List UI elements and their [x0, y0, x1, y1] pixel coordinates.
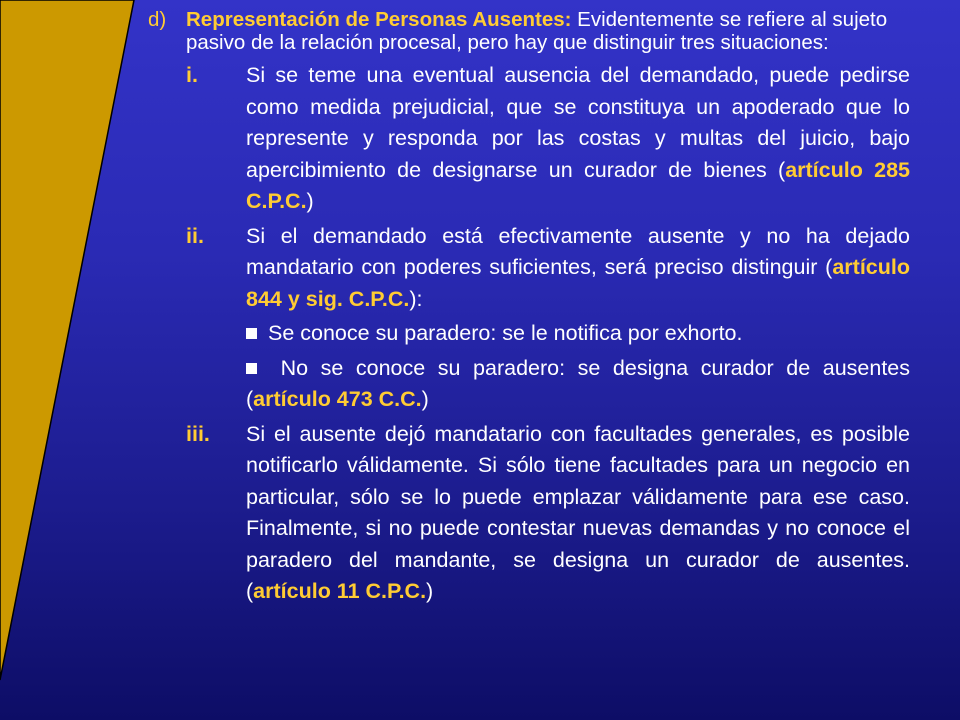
- item-i: [148, 60, 910, 218]
- square-bullet-icon: [246, 363, 257, 374]
- item-ii-marker: ii.: [186, 223, 204, 248]
- bullet-2-text: No se conoce su paradero: se designa curador de ausentes (: [246, 355, 910, 411]
- section-d-title: Representación de Personas Ausentes:: [186, 8, 572, 31]
- item-ii-text: Si el demandado está efectivamente ausente y no ha dejado mandatario con poderes suficientes, será preciso distinguir (: [246, 223, 910, 279]
- item-i-after: ): [306, 189, 314, 213]
- item-i-ref: artículo 285 C.P.C.: [246, 157, 911, 213]
- bullet-1-text: Se conoce su paradero: se le notifica por exhorto.: [268, 321, 743, 345]
- item-iii-ref: artículo 11 C.P.C.: [253, 579, 427, 603]
- section-d-text: Evidentemente se refiere al sujeto pasivo de la relación procesal, pero hay que distinguir tres situaciones:: [186, 8, 888, 54]
- bullet-2-ref: artículo 473 C.C.: [253, 387, 422, 411]
- bullet-1: [148, 318, 910, 350]
- item-iii-marker: iii.: [186, 421, 210, 446]
- item-ii-ref: artículo 844 y sig. C.P.C.: [246, 255, 910, 311]
- slide-content: [148, 8, 910, 608]
- section-d: [148, 8, 910, 54]
- item-iii-text: Si el ausente dejó mandatario con facultades generales, es posible notificarlo válidamente. Si sólo tiene facultades para un negocio en particular, sólo se lo puede emplazar válidamente para ese caso. Finalmente, si no puede contestar nuevas demandas y no conoce el paradero del mandante, se designa un curador de ausentes. (: [246, 421, 910, 603]
- section-d-marker: d): [148, 8, 167, 31]
- bullet-2-after: ): [421, 387, 429, 411]
- item-iii-after: ): [426, 579, 434, 603]
- square-bullet-icon: [246, 328, 257, 339]
- bullet-2: [148, 353, 910, 416]
- item-i-text: Si se teme una eventual ausencia del demandado, puede pedirse como medida prejudicial, que se constituya un apoderado que lo represente y responda por las costas y multas del juicio, bajo apercibimiento de designarse un curador de bienes (: [246, 63, 910, 182]
- item-ii-after: ):: [409, 286, 423, 311]
- item-iii: [148, 419, 910, 608]
- item-ii: [148, 221, 910, 316]
- item-i-marker: i.: [186, 63, 198, 87]
